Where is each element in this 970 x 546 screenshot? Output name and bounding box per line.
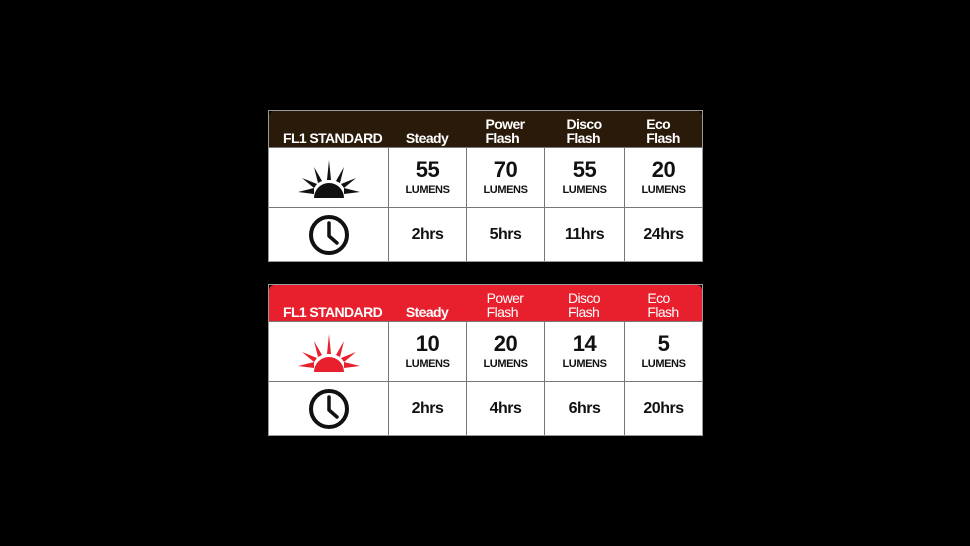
runtime-cell: 4hrs: [466, 382, 544, 435]
mode-header-eco-flash: Eco Flash: [646, 116, 680, 146]
runtime-cell: 2hrs: [388, 208, 466, 261]
mode-header-disco-flash: Disco Flash: [567, 290, 600, 320]
spec-table-front: [268, 110, 703, 262]
mode-header-steady: Steady: [405, 130, 449, 146]
lumens-cell: 55 LUMENS: [544, 148, 624, 207]
runtime-cell: 5hrs: [466, 208, 544, 261]
clock-icon: [269, 208, 388, 261]
mode-header-power-flash: Power Flash: [486, 290, 524, 320]
runtime-cell: 2hrs: [388, 382, 466, 435]
clock-icon: [269, 382, 388, 435]
table-title: FL1 STANDARD: [283, 304, 383, 320]
lumens-cell: 14 LUMENS: [544, 322, 624, 381]
lumens-cell: 20 LUMENS: [466, 322, 544, 381]
runtime-cell: 11hrs: [544, 208, 624, 261]
mode-header-power-flash: Power Flash: [485, 116, 525, 146]
mode-header-eco-flash: Eco Flash: [647, 290, 679, 320]
mode-header-disco-flash: Disco Flash: [566, 116, 602, 146]
lumens-row: [269, 147, 702, 207]
table-header: [269, 111, 702, 147]
runtime-cell: 24hrs: [624, 208, 702, 261]
runtime-cell: 20hrs: [624, 382, 702, 435]
runtime-cell: 6hrs: [544, 382, 624, 435]
spec-table-rear: [268, 284, 703, 436]
lumens-cell: 70 LUMENS: [466, 148, 544, 207]
lumens-cell: 10 LUMENS: [388, 322, 466, 381]
sunburst-icon: [269, 148, 388, 207]
mode-header-steady: Steady: [405, 304, 449, 320]
lumens-cell: 20 LUMENS: [624, 148, 702, 207]
sunburst-icon: [269, 322, 388, 381]
runtime-row: [269, 381, 702, 435]
lumens-row: [269, 321, 702, 381]
lumens-cell: 5 LUMENS: [624, 322, 702, 381]
table-header: [269, 285, 702, 321]
table-title: FL1 STANDARD: [283, 130, 383, 146]
lumens-cell: 55 LUMENS: [388, 148, 466, 207]
runtime-row: [269, 207, 702, 261]
